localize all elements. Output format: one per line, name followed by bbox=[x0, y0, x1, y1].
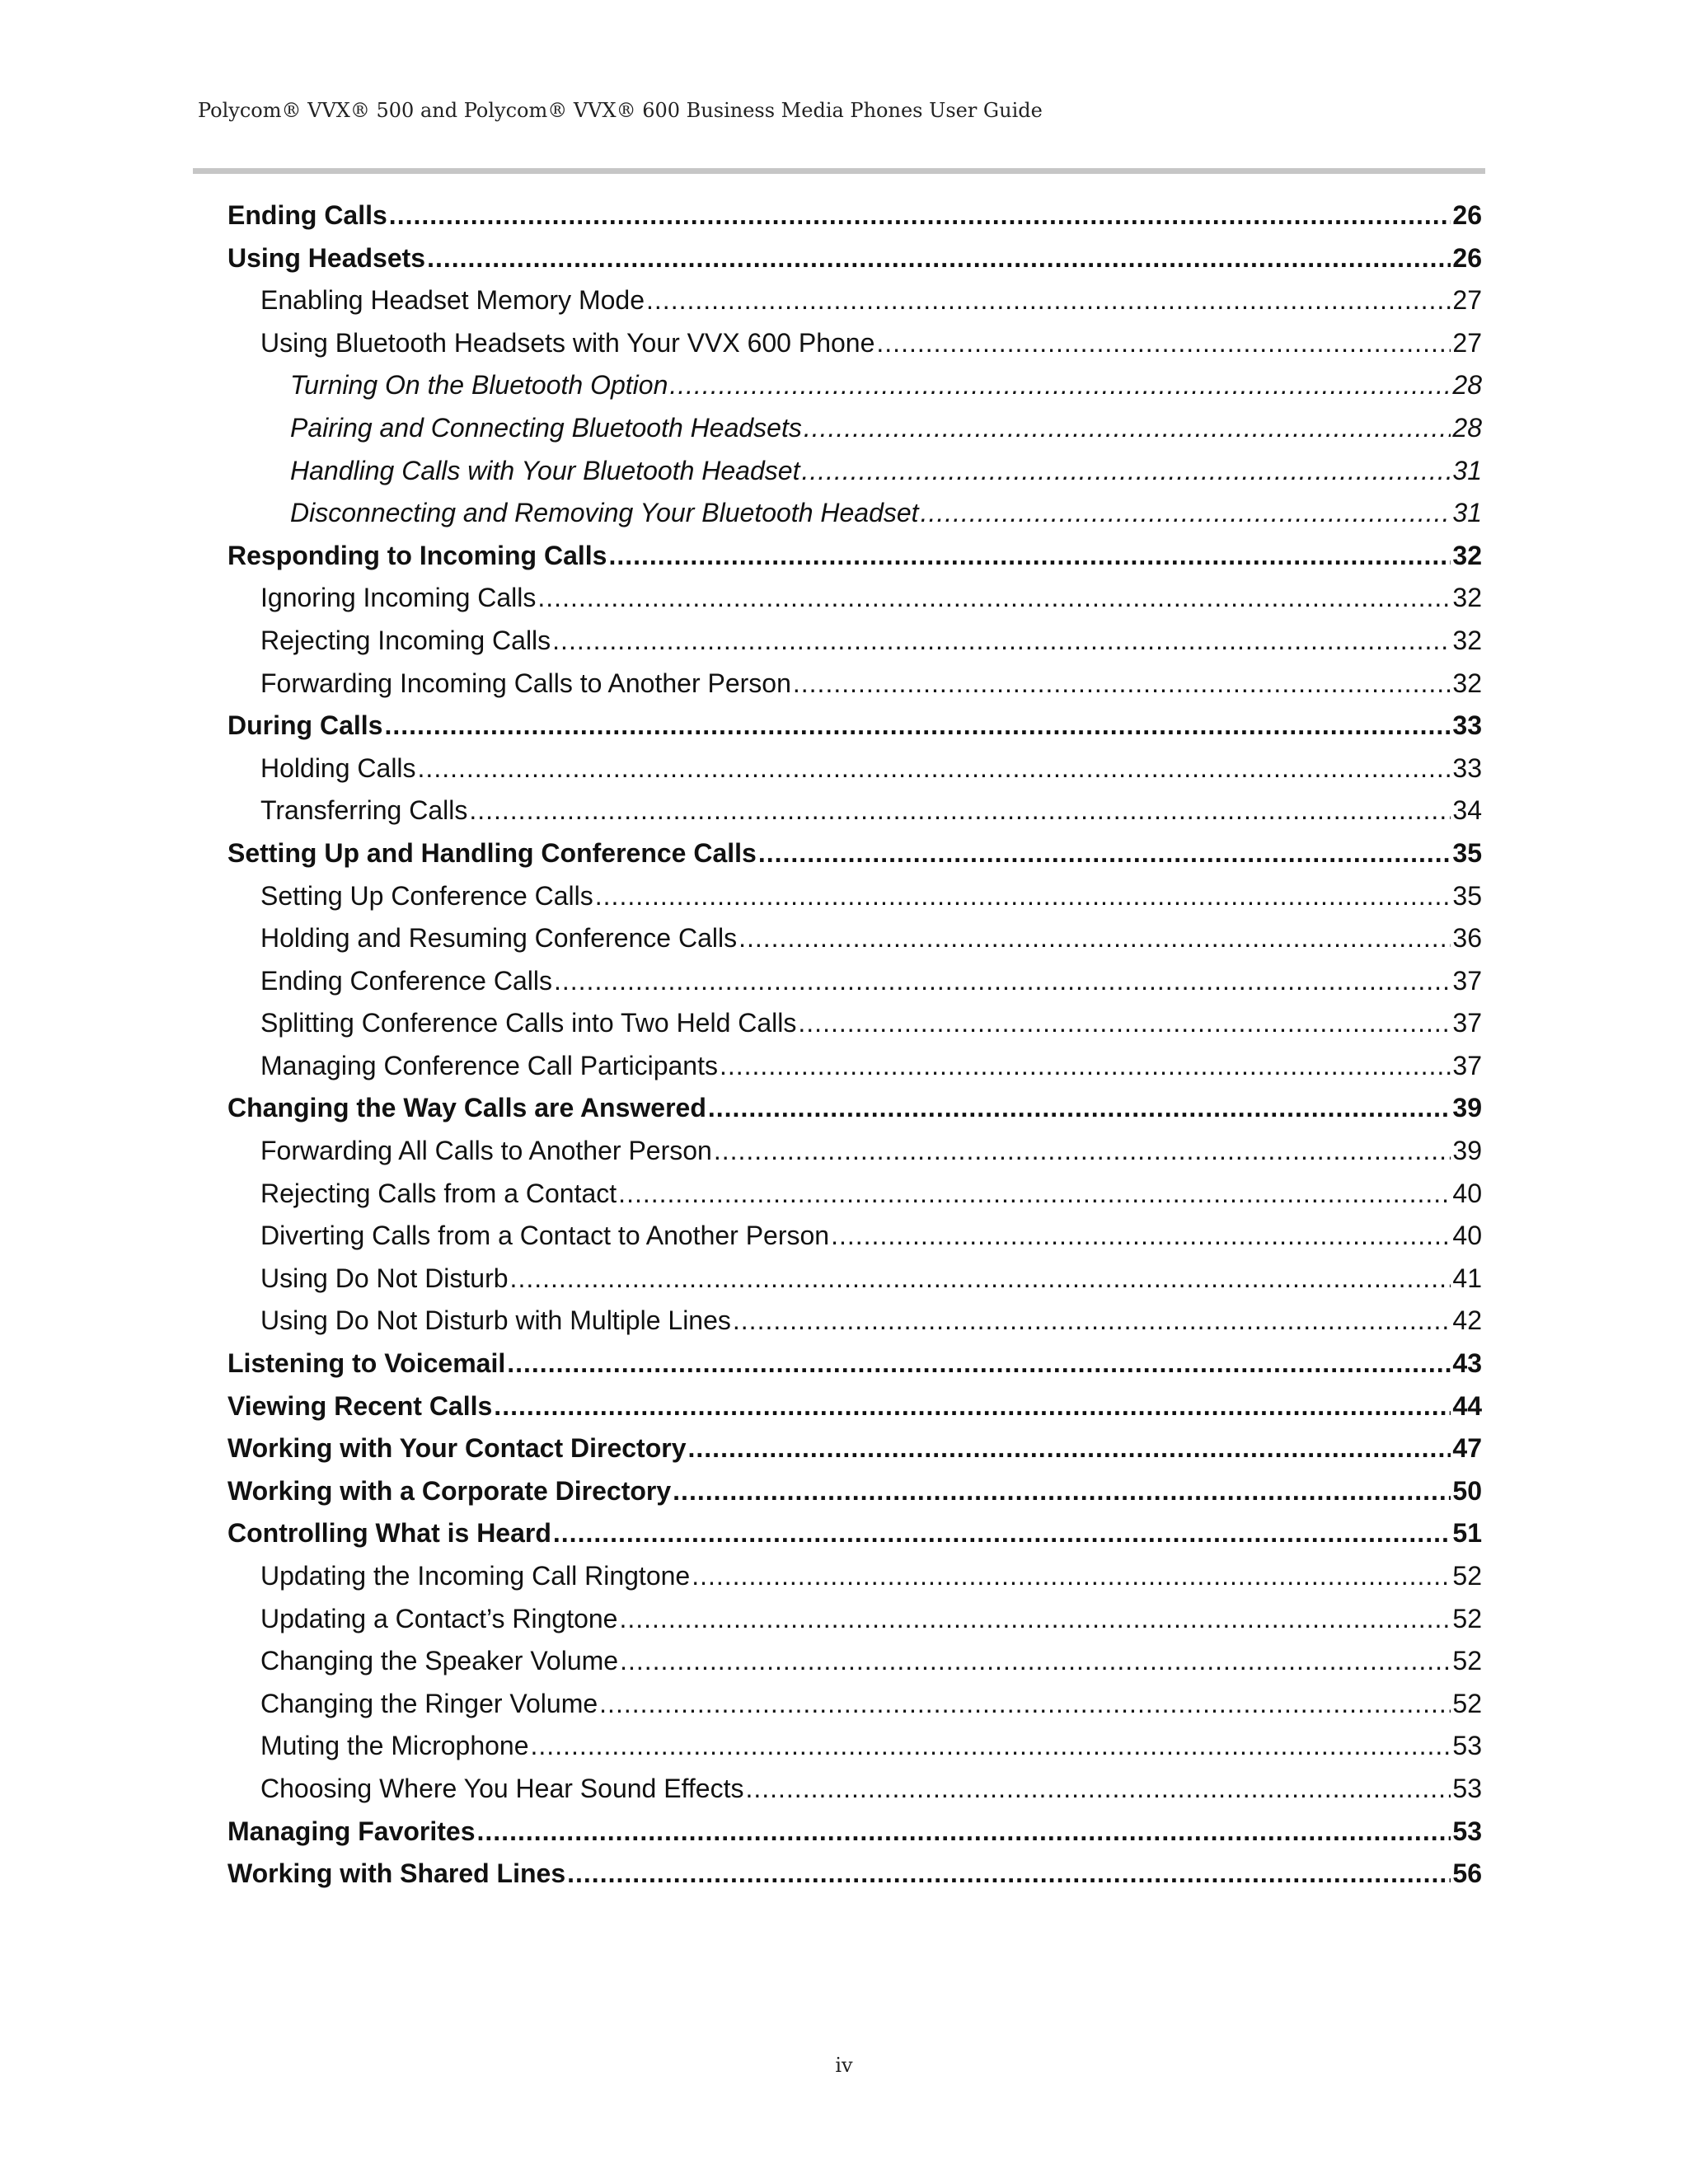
toc-dot-leader bbox=[804, 407, 1451, 450]
toc-dot-leader bbox=[618, 1173, 1451, 1216]
toc-entry-page: 53 bbox=[1452, 1816, 1482, 1846]
toc-entry[interactable] bbox=[227, 237, 1482, 280]
toc-dot-leader bbox=[798, 1002, 1451, 1045]
toc-dot-leader bbox=[531, 1725, 1451, 1768]
toc-entry-title: Choosing Where You Hear Sound Effects bbox=[260, 1773, 744, 1803]
toc-dot-leader bbox=[427, 237, 1451, 280]
toc-entry-title: Forwarding Incoming Calls to Another Person bbox=[260, 668, 791, 698]
toc-entry[interactable] bbox=[227, 407, 1482, 450]
toc-entry-page: 37 bbox=[1452, 1008, 1482, 1038]
toc-dot-leader bbox=[477, 1811, 1451, 1854]
toc-dot-leader bbox=[720, 1045, 1451, 1088]
toc-dot-leader bbox=[418, 748, 1451, 790]
toc-entry-title: Rejecting Calls from a Contact bbox=[260, 1178, 617, 1208]
toc-entry-page: 53 bbox=[1452, 1773, 1482, 1803]
toc-entry[interactable] bbox=[227, 917, 1482, 960]
toc-entry[interactable] bbox=[227, 1385, 1482, 1428]
toc-entry-title: Disconnecting and Removing Your Bluetooth Headset bbox=[290, 498, 919, 528]
toc-entry-page: 56 bbox=[1452, 1858, 1482, 1889]
toc-entry[interactable] bbox=[227, 1470, 1482, 1513]
toc-entry[interactable] bbox=[227, 1427, 1482, 1470]
toc-entry-page: 35 bbox=[1452, 837, 1482, 868]
header-divider bbox=[193, 168, 1485, 174]
toc-dot-leader bbox=[921, 492, 1451, 535]
toc-entry[interactable] bbox=[227, 1045, 1482, 1088]
toc-dot-leader bbox=[554, 960, 1451, 1003]
toc-entry-title: Changing the Ringer Volume bbox=[260, 1688, 598, 1718]
toc-entry-page: 34 bbox=[1452, 795, 1482, 826]
toc-entry[interactable] bbox=[227, 1130, 1482, 1173]
toc-entry[interactable] bbox=[227, 705, 1482, 748]
toc-entry-page: 47 bbox=[1452, 1433, 1482, 1464]
toc-dot-leader bbox=[567, 1853, 1451, 1896]
toc-entry[interactable] bbox=[227, 1343, 1482, 1385]
toc-entry-title: Handling Calls with Your Bluetooth Headset bbox=[290, 455, 800, 485]
toc-dot-leader bbox=[619, 1598, 1451, 1641]
toc-entry-page: 52 bbox=[1452, 1646, 1482, 1676]
toc-dot-leader bbox=[714, 1130, 1451, 1173]
toc-entry[interactable] bbox=[227, 535, 1482, 578]
toc-entry-title: Enabling Headset Memory Mode bbox=[260, 285, 645, 316]
toc-entry-title: Working with Shared Lines bbox=[227, 1858, 566, 1889]
toc-entry-title: Using Bluetooth Headsets with Your VVX 600 Phone bbox=[260, 327, 875, 358]
toc-entry-title: Managing Conference Call Participants bbox=[260, 1050, 718, 1080]
toc-entry-title: Setting Up and Handling Conference Calls bbox=[227, 837, 757, 868]
toc-entry-page: 26 bbox=[1452, 242, 1482, 273]
toc-entry[interactable] bbox=[227, 875, 1482, 918]
toc-entry-title: Turning On the Bluetooth Option bbox=[290, 370, 668, 401]
toc-entry[interactable] bbox=[227, 1258, 1482, 1301]
toc-entry[interactable] bbox=[227, 322, 1482, 365]
toc-entry-title: Forwarding All Calls to Another Person bbox=[260, 1136, 712, 1166]
toc-entry-page: 33 bbox=[1452, 710, 1482, 741]
toc-entry-title: Using Headsets bbox=[227, 242, 426, 273]
toc-entry-page: 27 bbox=[1452, 327, 1482, 358]
toc-entry-page: 31 bbox=[1452, 455, 1482, 485]
toc-dot-leader bbox=[801, 450, 1451, 493]
toc-dot-leader bbox=[669, 364, 1451, 407]
toc-entry-title: Working with a Corporate Directory bbox=[227, 1475, 672, 1506]
toc-entry-title: Updating a Contact’s Ringtone bbox=[260, 1603, 618, 1633]
toc-entry-page: 32 bbox=[1452, 668, 1482, 698]
toc-entry-title: Changing the Way Calls are Answered bbox=[227, 1093, 706, 1123]
toc-entry[interactable] bbox=[227, 1215, 1482, 1258]
toc-entry[interactable] bbox=[227, 790, 1482, 832]
toc-dot-leader bbox=[758, 832, 1451, 875]
toc-entry[interactable] bbox=[227, 492, 1482, 535]
toc-entry-page: 32 bbox=[1452, 583, 1482, 613]
toc-entry[interactable] bbox=[227, 1173, 1482, 1216]
toc-entry-page: 39 bbox=[1452, 1136, 1482, 1166]
toc-entry-page: 28 bbox=[1452, 412, 1482, 443]
toc-dot-leader bbox=[494, 1385, 1451, 1428]
toc-entry-title: Viewing Recent Calls bbox=[227, 1390, 493, 1421]
toc-entry[interactable] bbox=[227, 620, 1482, 663]
toc-entry-title: Pairing and Connecting Bluetooth Headsets bbox=[290, 412, 802, 443]
toc-dot-leader bbox=[599, 1683, 1451, 1726]
toc-dot-leader bbox=[537, 577, 1451, 620]
toc-entry-page: 27 bbox=[1452, 285, 1482, 316]
toc-dot-leader bbox=[692, 1555, 1451, 1598]
toc-entry-title: Setting Up Conference Calls bbox=[260, 880, 593, 911]
toc-entry[interactable] bbox=[227, 1725, 1482, 1768]
toc-dot-leader bbox=[793, 663, 1451, 705]
toc-entry-page: 52 bbox=[1452, 1688, 1482, 1718]
toc-entry-title: Ignoring Incoming Calls bbox=[260, 583, 537, 613]
toc-dot-leader bbox=[469, 790, 1451, 832]
toc-dot-leader bbox=[507, 1343, 1451, 1385]
toc-dot-leader bbox=[595, 875, 1451, 918]
toc-entry-page: 32 bbox=[1452, 540, 1482, 570]
toc-entry[interactable] bbox=[227, 450, 1482, 493]
toc-entry-page: 37 bbox=[1452, 1050, 1482, 1080]
toc-entry[interactable] bbox=[227, 960, 1482, 1003]
toc-entry-title: Ending Calls bbox=[227, 200, 387, 230]
toc-dot-leader bbox=[384, 705, 1451, 748]
toc-entry[interactable] bbox=[227, 194, 1482, 237]
toc-entry-title: Working with Your Contact Directory bbox=[227, 1433, 687, 1464]
toc-dot-leader bbox=[673, 1470, 1451, 1513]
toc-entry-page: 52 bbox=[1452, 1561, 1482, 1591]
toc-entry[interactable] bbox=[227, 1300, 1482, 1343]
toc-dot-leader bbox=[876, 322, 1451, 365]
toc-entry-title: Controlling What is Heard bbox=[227, 1518, 551, 1549]
toc-entry-title: Transferring Calls bbox=[260, 795, 468, 826]
toc-entry-title: Splitting Conference Calls into Two Held Calls bbox=[260, 1008, 797, 1038]
toc-dot-leader bbox=[688, 1427, 1451, 1470]
toc-entry[interactable] bbox=[227, 832, 1482, 875]
toc-entry[interactable] bbox=[227, 1811, 1482, 1854]
toc-entry[interactable] bbox=[227, 364, 1482, 407]
toc-entry-page: 36 bbox=[1452, 923, 1482, 954]
toc-dot-leader bbox=[552, 620, 1451, 663]
toc-dot-leader bbox=[646, 279, 1451, 322]
toc-entry-title: Using Do Not Disturb with Multiple Lines bbox=[260, 1305, 731, 1336]
toc-entry-page: 26 bbox=[1452, 200, 1482, 230]
toc-entry[interactable] bbox=[227, 1002, 1482, 1045]
toc-entry-title: Updating the Incoming Call Ringtone bbox=[260, 1561, 691, 1591]
toc-dot-leader bbox=[389, 194, 1451, 237]
toc-entry-title: Changing the Speaker Volume bbox=[260, 1646, 619, 1676]
toc-entry[interactable] bbox=[227, 1853, 1482, 1896]
toc-entry-title: Responding to Incoming Calls bbox=[227, 540, 607, 570]
toc-entry-page: 51 bbox=[1452, 1518, 1482, 1549]
toc-entry[interactable] bbox=[227, 1512, 1482, 1555]
toc-entry-page: 33 bbox=[1452, 752, 1482, 783]
table-of-contents bbox=[227, 194, 1482, 1896]
toc-entry-page: 53 bbox=[1452, 1731, 1482, 1761]
toc-entry[interactable] bbox=[227, 748, 1482, 790]
toc-dot-leader bbox=[510, 1258, 1451, 1301]
toc-entry-page: 42 bbox=[1452, 1305, 1482, 1336]
toc-entry-page: 35 bbox=[1452, 880, 1482, 911]
toc-entry[interactable] bbox=[227, 1640, 1482, 1683]
toc-entry-title: During Calls bbox=[227, 710, 383, 741]
toc-entry-title: Diverting Calls from a Contact to Another Person bbox=[260, 1221, 830, 1251]
toc-entry-page: 40 bbox=[1452, 1221, 1482, 1251]
toc-entry-page: 40 bbox=[1452, 1178, 1482, 1208]
toc-entry-page: 37 bbox=[1452, 965, 1482, 996]
page-number: iv bbox=[835, 2054, 853, 2077]
toc-dot-leader bbox=[738, 917, 1451, 960]
toc-dot-leader bbox=[553, 1512, 1451, 1555]
toc-entry-title: Holding and Resuming Conference Calls bbox=[260, 923, 738, 954]
toc-entry-page: 43 bbox=[1452, 1348, 1482, 1379]
toc-dot-leader bbox=[608, 535, 1451, 578]
toc-entry-title: Ending Conference Calls bbox=[260, 965, 552, 996]
running-header: Polycom® VVX® 500 and Polycom® VVX® 600 Business Media Phones User Guide bbox=[198, 99, 1043, 122]
toc-entry[interactable] bbox=[227, 1555, 1482, 1598]
toc-entry-page: 32 bbox=[1452, 625, 1482, 655]
toc-dot-leader bbox=[620, 1640, 1451, 1683]
toc-entry[interactable] bbox=[227, 279, 1482, 322]
toc-entry[interactable] bbox=[227, 1683, 1482, 1726]
toc-entry-page: 28 bbox=[1452, 370, 1482, 401]
toc-entry-title: Muting the Microphone bbox=[260, 1731, 529, 1761]
toc-entry[interactable] bbox=[227, 663, 1482, 705]
toc-dot-leader bbox=[733, 1300, 1451, 1343]
toc-entry[interactable] bbox=[227, 1087, 1482, 1130]
toc-entry-title: Managing Favorites bbox=[227, 1816, 476, 1846]
toc-entry-title: Rejecting Incoming Calls bbox=[260, 625, 551, 655]
toc-dot-leader bbox=[745, 1768, 1451, 1811]
toc-entry-page: 31 bbox=[1452, 498, 1482, 528]
toc-entry-page: 41 bbox=[1452, 1263, 1482, 1293]
toc-entry-page: 52 bbox=[1452, 1603, 1482, 1633]
toc-entry-title: Holding Calls bbox=[260, 752, 416, 783]
toc-entry-page: 44 bbox=[1452, 1390, 1482, 1421]
toc-entry[interactable] bbox=[227, 577, 1482, 620]
toc-entry-title: Listening to Voicemail bbox=[227, 1348, 506, 1379]
toc-entry-title: Using Do Not Disturb bbox=[260, 1263, 509, 1293]
toc-entry[interactable] bbox=[227, 1598, 1482, 1641]
toc-entry-page: 50 bbox=[1452, 1475, 1482, 1506]
toc-entry-page: 39 bbox=[1452, 1093, 1482, 1123]
toc-dot-leader bbox=[708, 1087, 1451, 1130]
toc-entry[interactable] bbox=[227, 1768, 1482, 1811]
toc-dot-leader bbox=[831, 1215, 1451, 1258]
